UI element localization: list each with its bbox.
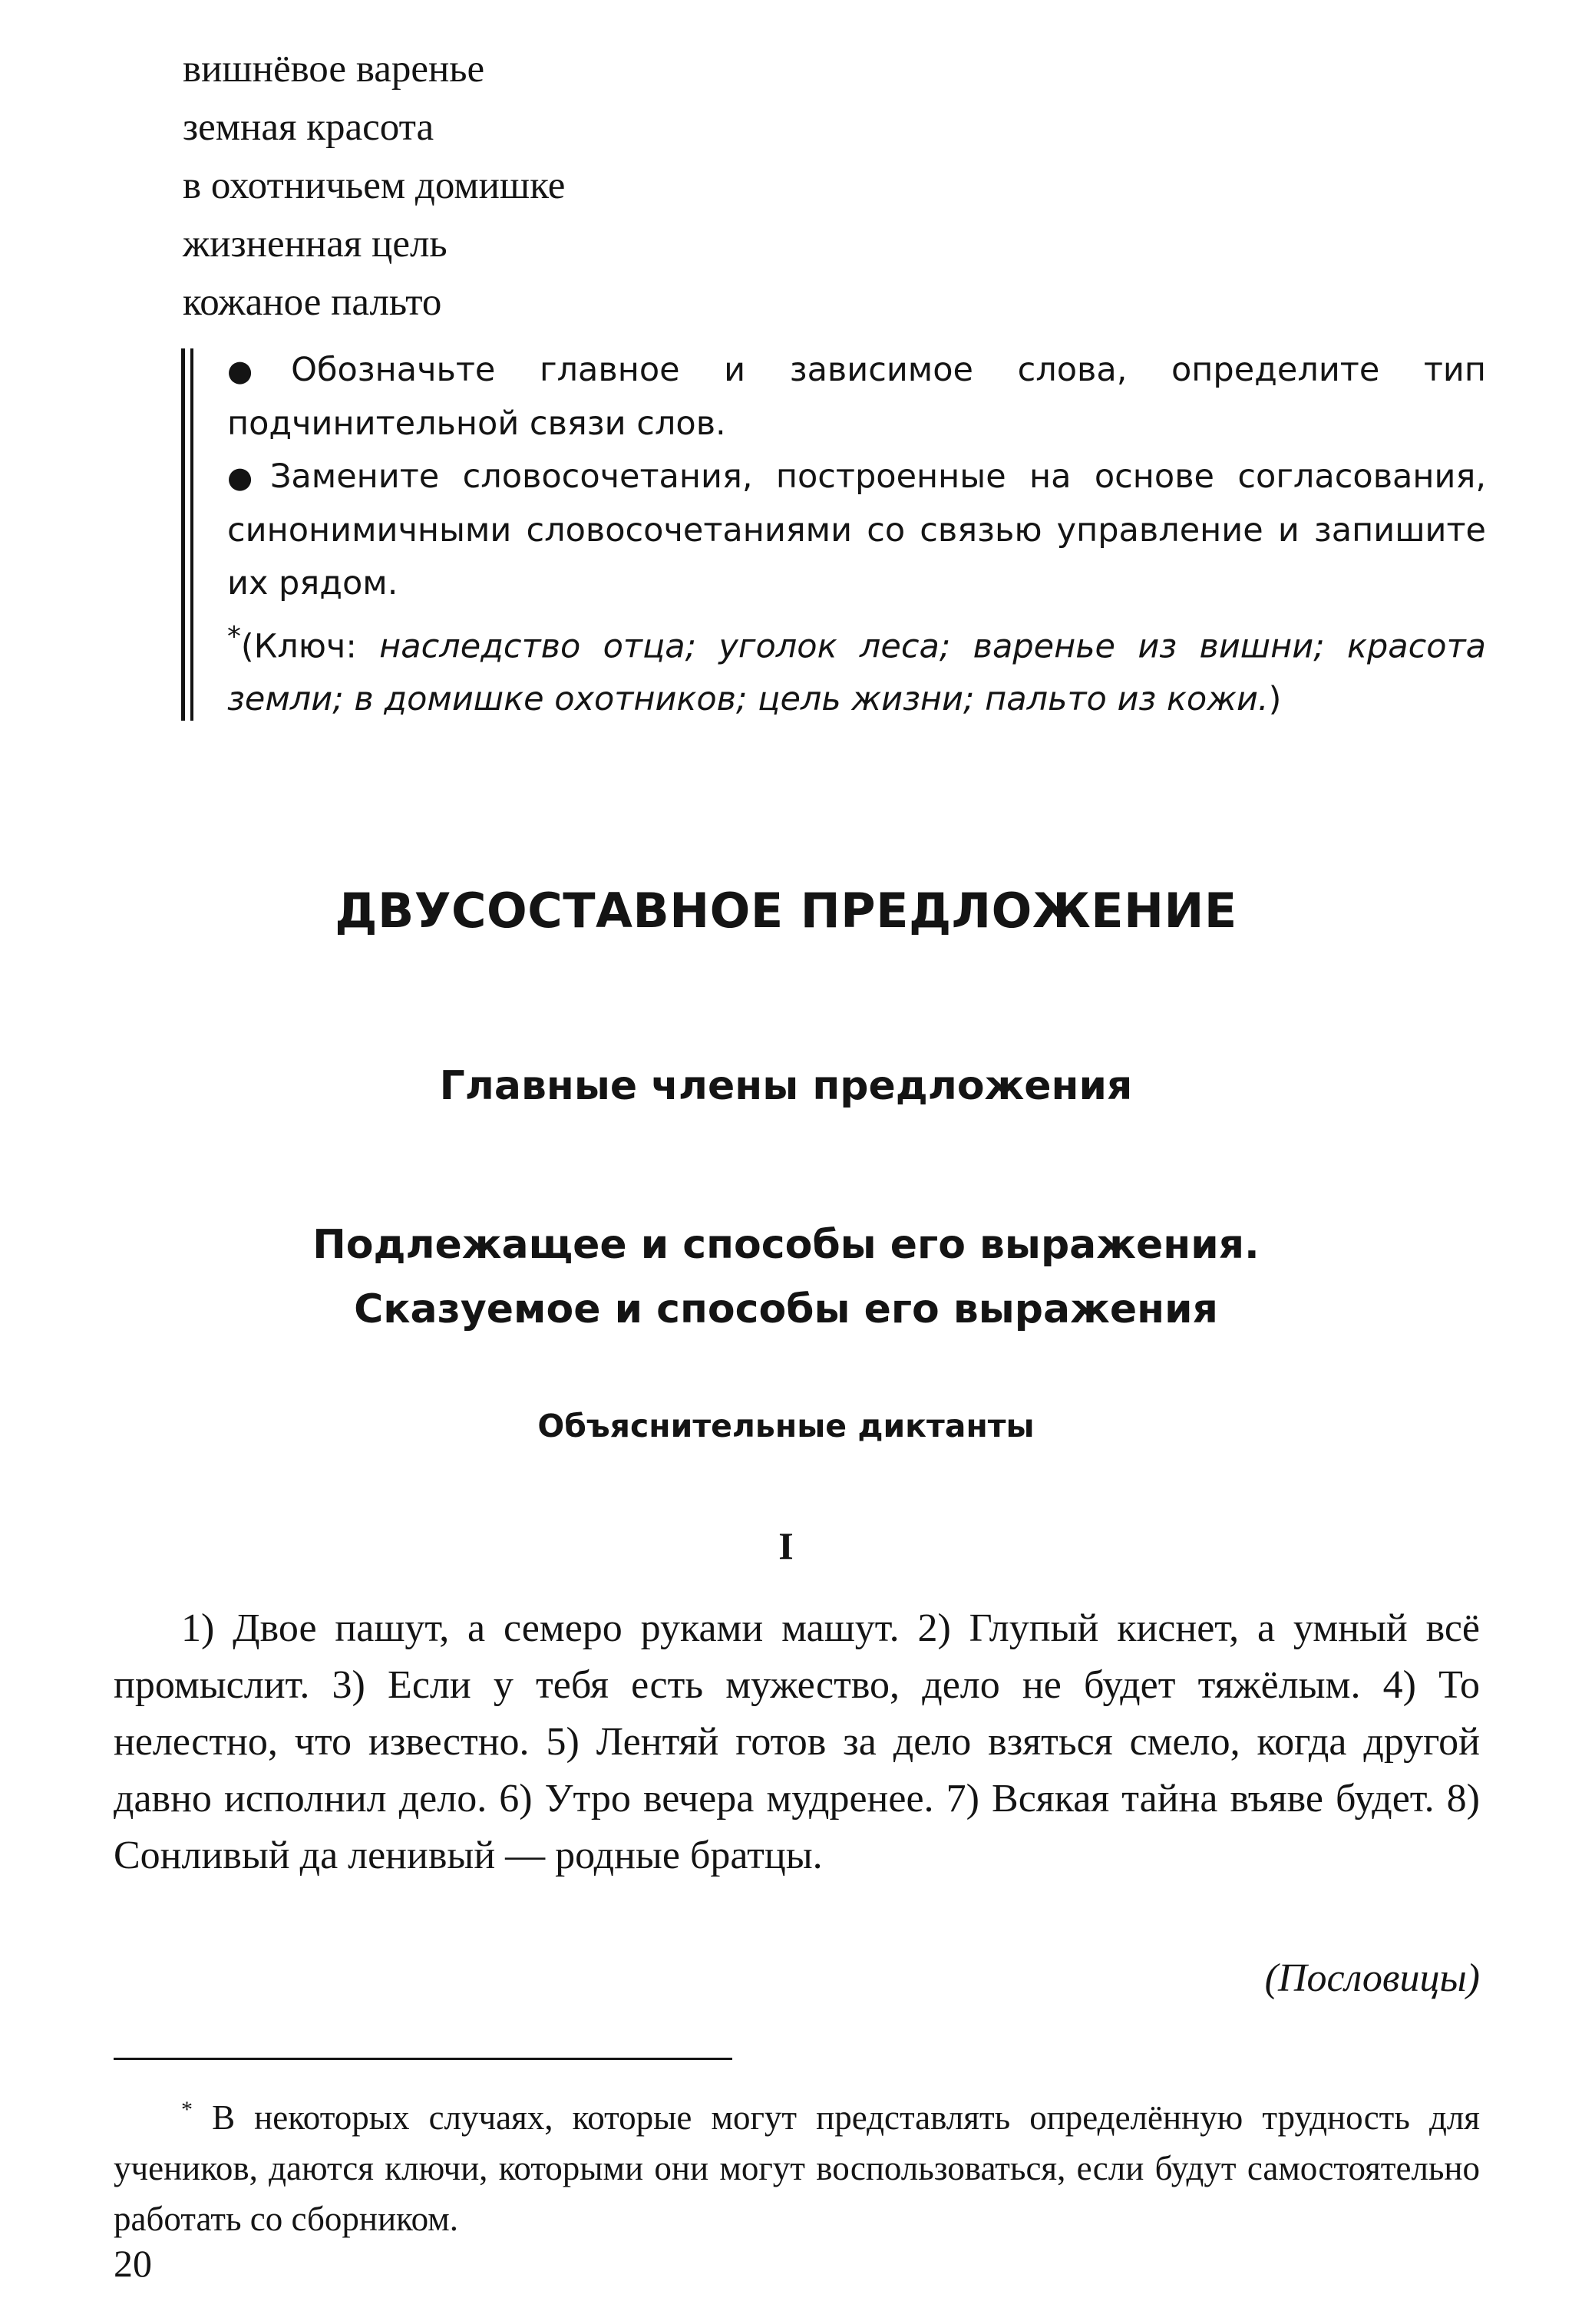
task-box [181, 344, 1486, 728]
footnote-divider [114, 2058, 732, 2060]
word-list-item: земная красота [183, 106, 434, 149]
task-vertical-rule [181, 348, 193, 721]
task-text [227, 344, 1486, 726]
page-number: 20 [114, 2242, 152, 2285]
task-key-suffix: ) [1268, 680, 1282, 719]
word-list-item: в охотничьем домишке [183, 164, 566, 207]
footnote [114, 2085, 1480, 2244]
footnote-text: В некоторых случаях, которые могут представлять определённую трудность для учеников, даются ключи, которыми они могут воспользоваться, если будут самостоятельно работать со сборником. [114, 2098, 1480, 2238]
section-title: Главные члены предложения [439, 1063, 1133, 1109]
bullet-icon: ● [227, 354, 287, 388]
word-list-item: вишнёвое варенье [183, 48, 485, 91]
chapter-title: ДВУСОСТАВНОЕ ПРЕДЛОЖЕНИЕ [335, 883, 1237, 939]
word-list-item: кожаное пальто [183, 281, 442, 324]
subsection-title-line: Подлежащее и способы его выражения. [312, 1222, 1260, 1268]
exercise-type-title: Объяснительные диктанты [537, 1408, 1035, 1444]
task-instruction-1: ● Обозначьте главное и зависимое слова, определите тип подчинительной связи слов. [227, 351, 1486, 443]
word-list-item: жизненная цель [183, 223, 447, 266]
task-key-answers: наследство отца; уголок леса; варенье из вишни; красота земли; в домишке охотников; цель жизни; пальто из кожи. [227, 627, 1486, 719]
subsection-title-line: Сказуемое и способы его выражения [354, 1286, 1218, 1332]
dictation-text: 1) Двое пашут, а семеро руками машут. 2) Глупый киснет, а умный всё промыслит. 3) Если у тебя есть мужество, дело не будет тяжёлым. 4) То нелестно, что известно. 5) Лентяй готов за дело взяться смело, когда другой давно исполнил дело. 6) Утро вечера мудренее. 7) Всякая тайна въяве будет. 8) Сонливый да ленивый — родные братцы. [114, 1606, 1480, 1877]
subsection-title [0, 1213, 1572, 1342]
attribution: (Пословицы) [1264, 1956, 1480, 2000]
footnote-marker: * [181, 2097, 193, 2122]
word-list [183, 40, 950, 332]
exercise-number: I [778, 1524, 794, 1567]
bullet-icon: ● [227, 461, 266, 494]
task-instruction-2: ● Замените словосочетания, построенные на основе согласования, синонимичными словосочетаниями со связью управление и запишите их рядом. [227, 457, 1486, 602]
footnote-marker: * [227, 621, 241, 652]
task-key-prefix: (Ключ: [240, 627, 380, 666]
task-key [227, 610, 1486, 726]
